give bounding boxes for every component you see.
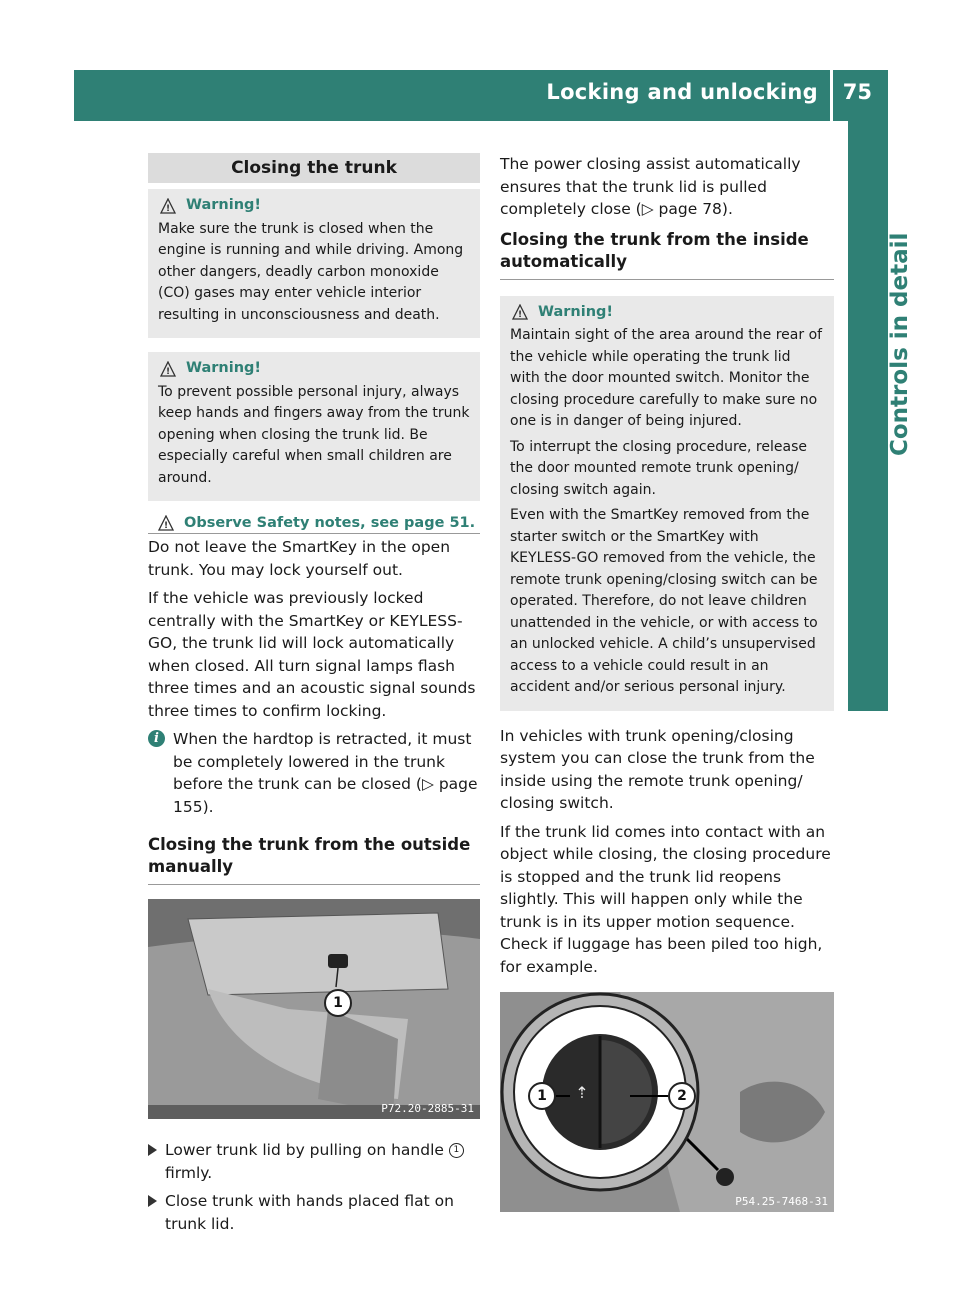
- warning-title: Warning!: [186, 360, 262, 376]
- svg-text:!: !: [163, 521, 169, 531]
- side-tab: [848, 121, 888, 711]
- info-note: [148, 728, 480, 824]
- figure-code: P72.20-2885-31: [381, 1102, 474, 1115]
- instruction-step: Lower trunk lid by pulling on handle 1 firmly.: [148, 1139, 480, 1184]
- warning-text: Even with the SmartKey removed from the starter switch or the SmartKey with KEYLESS-GO removed from the vehicle, the remote trunk opening/closing switch can be operated. Therefore, do not leave children unattended in the vehicle, or with access to an unlocked vehicle. A child’s unsupervised access to a vehicle could result in an accident and/or serious personal injury.: [510, 507, 818, 695]
- door-switch-figure: [500, 992, 834, 1212]
- body-paragraph: If the vehicle was previously locked centrally with the SmartKey or KEYLESS-GO, the trunk lid will lock automatically when closed. All turn signal lamps flash three times and an acoustic signal sounds three times to confirm locking.: [148, 589, 476, 720]
- svg-text:!: !: [165, 203, 171, 214]
- callout-1: 1: [528, 1082, 556, 1110]
- svg-text:!: !: [517, 310, 523, 321]
- step-arrow-icon: [148, 1144, 157, 1156]
- body-paragraph: If the trunk lid comes into contact with an object while closing, the closing procedure is stopped and the trunk lid reopens slightly. This will happen only while the trunk is in its upper motion sequence. Check if luggage has been piled too high, for example.: [500, 822, 831, 976]
- right-column: [500, 153, 834, 1212]
- side-tab-label: Controls in detail: [887, 232, 913, 456]
- warning-box: [500, 296, 834, 711]
- callout-1-symbol: 1: [449, 1143, 464, 1158]
- svg-text:!: !: [165, 366, 171, 377]
- header-separator: [830, 70, 833, 121]
- safety-note-link[interactable]: Observe Safety notes, see page 51.: [184, 515, 476, 531]
- warning-box: [148, 352, 480, 501]
- body-paragraph: In vehicles with trunk opening/closing system you can close the trunk from the inside using the remote trunk opening/ closing switch.: [500, 726, 815, 812]
- header-bar: [74, 70, 888, 121]
- warning-text: Make sure the trunk is closed when the engine is running and while driving. Among other dangers, deadly carbon monoxide (CO) gases may enter vehicle interior resulting in unconsciousness and death.: [158, 220, 464, 323]
- info-icon: i: [148, 730, 165, 747]
- subheading: Closing the trunk from the inside automatically: [500, 229, 834, 280]
- trunk-lid-illustration: [148, 899, 480, 1119]
- divider: [148, 533, 480, 534]
- section-heading: Closing the trunk: [148, 153, 480, 183]
- page-header-title: Locking and unlocking: [546, 80, 818, 104]
- warning-title: Warning!: [538, 303, 614, 320]
- warning-text: Maintain sight of the area around the rear of the vehicle while operating the trunk lid with the door mounted switch. Monitor the closing procedure carefully to make sure no one is in danger of being injured.: [510, 327, 823, 429]
- callout-2: 2: [668, 1082, 696, 1110]
- page-number: 75: [842, 80, 872, 104]
- trunk-handle-figure: [148, 899, 480, 1119]
- warning-text: To interrupt the closing procedure, release the door mounted remote trunk opening/ closing switch again.: [510, 438, 807, 498]
- subheading: Closing the trunk from the outside manually: [148, 834, 480, 885]
- callout-1: 1: [324, 989, 352, 1017]
- info-text: When the hardtop is retracted, it must be completely lowered in the trunk before the trunk can be closed (▷ page 155).: [173, 730, 478, 816]
- body-paragraph: The power closing assist automatically ensures that the trunk lid is pulled completely close (▷ page 78).: [500, 155, 801, 218]
- body-paragraph: Do not leave the SmartKey in the open trunk. You may lock yourself out.: [148, 538, 451, 579]
- warning-text: To prevent possible personal injury, always keep hands and fingers away from the trunk opening when closing the trunk lid. Be especially careful when small children are around.: [158, 383, 470, 486]
- left-column: [148, 153, 480, 1241]
- warning-icon: [512, 304, 528, 320]
- svg-text:⇡: ⇡: [575, 1083, 589, 1102]
- warning-box: [148, 189, 480, 338]
- figure-code: P54.25-7468-31: [735, 1195, 828, 1208]
- warning-title: Warning!: [186, 197, 262, 213]
- warning-icon: [158, 515, 174, 531]
- instruction-step: Close trunk with hands placed flat on trunk lid.: [148, 1190, 480, 1235]
- warning-icon: [160, 198, 176, 214]
- warning-icon: [160, 361, 176, 377]
- step-arrow-icon: [148, 1195, 157, 1207]
